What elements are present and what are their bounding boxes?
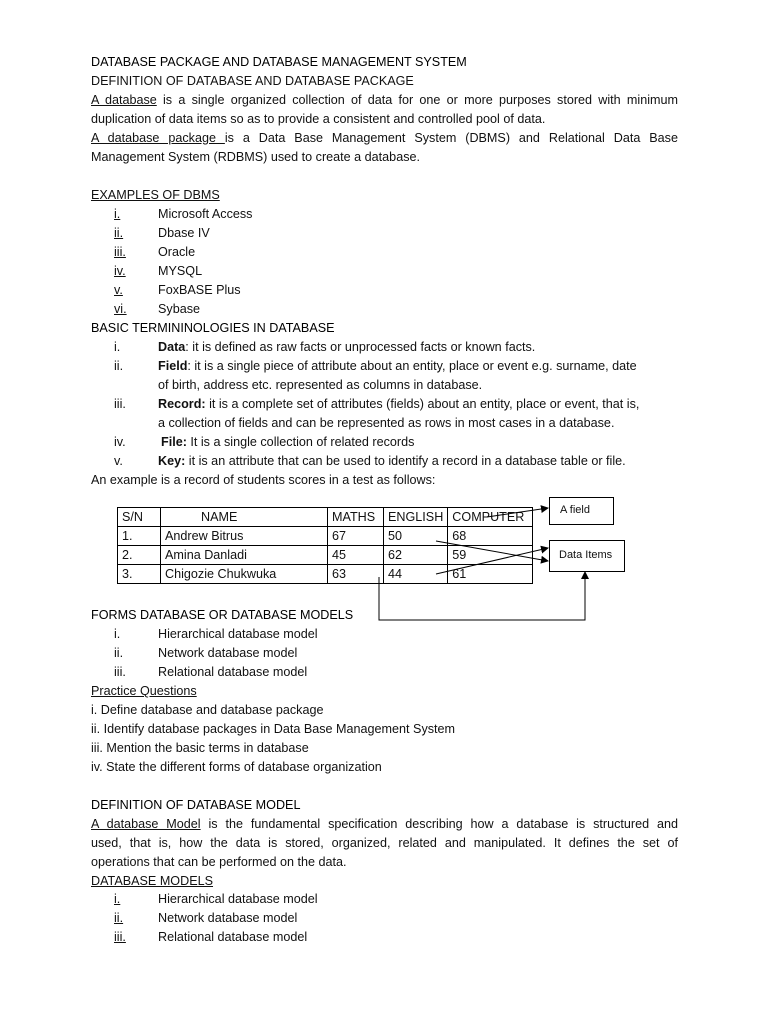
list-item: Relational database model xyxy=(158,930,308,944)
table-cell: 68 xyxy=(448,527,533,546)
table-cell: 67 xyxy=(328,527,384,546)
list-item: Hierarchical database model xyxy=(158,627,318,641)
term-label: Key: xyxy=(158,454,186,468)
list-item: Microsoft Access xyxy=(158,207,253,221)
practice-question: i. Define database and database package xyxy=(91,703,324,717)
column-header: S/N xyxy=(118,508,161,527)
list-number: ii. xyxy=(114,646,124,660)
data-items-callout-label: Data Items xyxy=(559,549,613,561)
record-connector-arrow xyxy=(379,572,585,620)
practice-question: iii. Mention the basic terms in database xyxy=(91,741,309,755)
column-header: MATHS xyxy=(328,508,384,527)
list-number: v. xyxy=(114,454,123,468)
table-cell: Andrew Bitrus xyxy=(161,527,328,546)
term-text: : it is defined as raw facts or unprocessed facts or known facts. xyxy=(185,340,536,354)
term-text: It is a single collection of related records xyxy=(186,435,415,449)
table-cell: 45 xyxy=(328,546,384,565)
list-number: iii. xyxy=(114,245,126,259)
model-definition-text: is the fundamental specification describing how a database is structured and xyxy=(200,817,679,831)
list-number: ii. xyxy=(114,911,124,925)
definition-heading: DEFINITION OF DATABASE AND DATABASE PACKAGE xyxy=(91,74,414,88)
term-label: Record: xyxy=(158,397,206,411)
list-number: iii. xyxy=(114,397,126,411)
table-cell: 63 xyxy=(328,565,384,584)
model-definition-heading: DEFINITION OF DATABASE MODEL xyxy=(91,798,301,812)
list-item: MYSQL xyxy=(158,264,203,278)
term-record-line2: a collection of fields and can be represented as rows in most cases in a database. xyxy=(158,416,615,430)
list-number: vi. xyxy=(114,302,127,316)
list-number: i. xyxy=(114,340,121,354)
term-text: it is an attribute that can be used to identify a record in a database table or file. xyxy=(185,454,626,468)
examples-heading: EXAMPLES OF DBMS xyxy=(91,188,220,202)
package-definition-text: is a Data Base Management System (DBMS) and Relational Data Base xyxy=(224,131,678,145)
list-number: iii. xyxy=(114,665,126,679)
model-definition-line2: used, that is, how the data is stored, organized, related and manipulated. It defines the set of xyxy=(91,836,678,850)
database-term: A database xyxy=(91,93,157,107)
list-number: i. xyxy=(114,627,121,641)
package-definition-line2: Management System (RDBMS) used to create a database. xyxy=(91,150,420,164)
terminologies-heading: BASIC TERMININOLOGIES IN DATABASE xyxy=(91,321,335,335)
list-number: i. xyxy=(114,207,121,221)
table-cell: 62 xyxy=(384,546,448,565)
column-header: ENGLISH xyxy=(384,508,448,527)
data-item-arrow xyxy=(436,541,548,561)
list-number: iii. xyxy=(114,930,126,944)
list-number: ii. xyxy=(114,226,124,240)
field-arrow xyxy=(487,508,548,517)
term-text: : it is a single piece of attribute about an entity, place or event e.g. surname, date xyxy=(187,359,637,373)
list-number: iv. xyxy=(114,264,126,278)
example-intro: An example is a record of students scores in a test as follows: xyxy=(91,473,436,487)
table-cell: 3. xyxy=(118,565,161,584)
models-heading: DATABASE MODELS xyxy=(91,874,214,888)
term-label: File: xyxy=(161,435,187,449)
page-title: DATABASE PACKAGE AND DATABASE MANAGEMENT SYSTEM xyxy=(91,55,467,69)
list-item: Relational database model xyxy=(158,665,308,679)
list-item: Oracle xyxy=(158,245,196,259)
table-cell: Amina Danladi xyxy=(161,546,328,565)
practice-question: ii. Identify database packages in Data Base Management System xyxy=(91,722,456,736)
practice-heading: Practice Questions xyxy=(91,684,197,698)
table-cell: 61 xyxy=(448,565,533,584)
database-definition-line2: duplication of data items so as to provide a consistent and controlled pool of data. xyxy=(91,112,546,126)
list-item: Network database model xyxy=(158,646,298,660)
package-term: A database package xyxy=(91,131,225,145)
model-definition-line3: operations that can be performed on the data. xyxy=(91,855,347,869)
model-term: A database Model xyxy=(91,817,201,831)
forms-heading: FORMS DATABASE OR DATABASE MODELS xyxy=(91,608,354,622)
model-definition-line1 xyxy=(91,815,678,833)
list-item: FoxBASE Plus xyxy=(158,283,241,297)
list-number: ii. xyxy=(114,359,124,373)
list-number: iv. xyxy=(114,435,126,449)
table-cell: 2. xyxy=(118,546,161,565)
column-header: COMPUTER xyxy=(448,508,533,527)
table-cell: 44 xyxy=(384,565,448,584)
term-field-line2: of birth, address etc. represented as columns in database. xyxy=(158,378,483,392)
table-cell: 1. xyxy=(118,527,161,546)
term-text: it is a complete set of attributes (fields) about an entity, place or event, that is, xyxy=(205,397,640,411)
term-label: Data xyxy=(158,340,186,354)
list-item: Sybase xyxy=(158,302,201,316)
data-item-arrow xyxy=(436,548,548,574)
table-cell: Chigozie Chukwuka xyxy=(161,565,328,584)
table-cell: 50 xyxy=(384,527,448,546)
list-item: Dbase IV xyxy=(158,226,210,240)
term-label: Field xyxy=(158,359,188,373)
practice-question: iv. State the different forms of database organization xyxy=(91,760,382,774)
column-header: NAME xyxy=(161,508,328,527)
table-cell: 59 xyxy=(448,546,533,565)
database-definition-text: is a single organized collection of data for one or more purposes stored with minimum xyxy=(156,93,678,107)
list-number: i. xyxy=(114,892,121,906)
list-item: Network database model xyxy=(158,911,298,925)
list-item: Hierarchical database model xyxy=(158,892,318,906)
list-number: v. xyxy=(114,283,123,297)
field-callout-label: A field xyxy=(560,504,590,516)
